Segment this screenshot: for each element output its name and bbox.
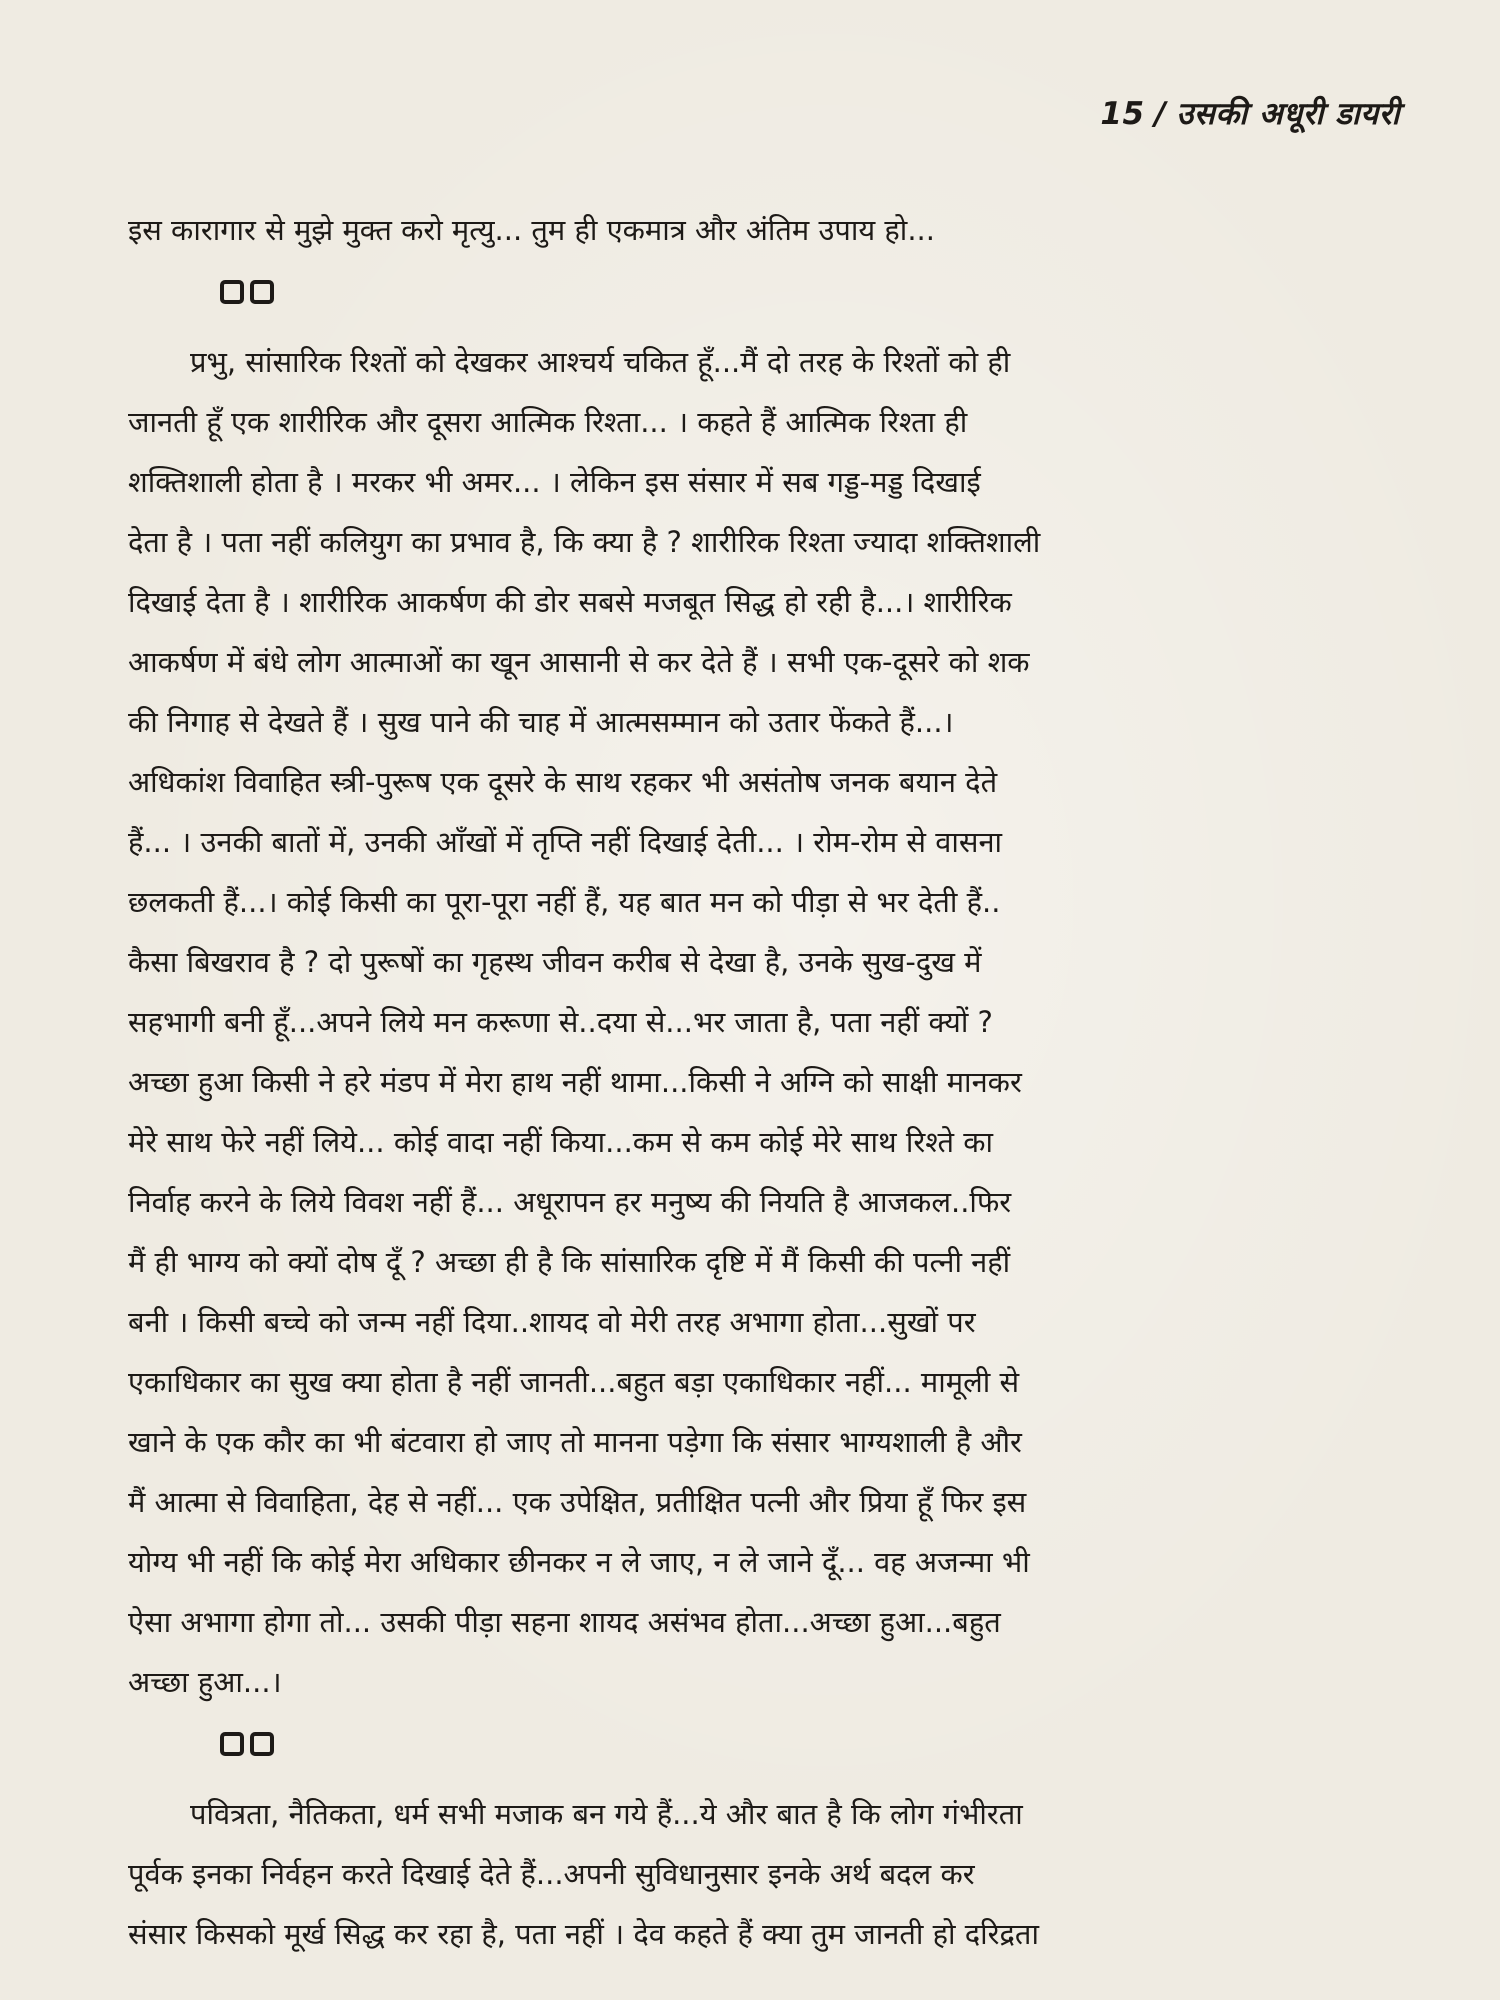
paragraph-line: बनी । किसी बच्चे को जन्म नहीं दिया..शायद वो मेरी तरह अभागा होता...सुखों पर — [128, 1305, 976, 1339]
page-number: 15 — [1100, 96, 1145, 132]
paragraph-line: अच्छा हुआ किसी ने हरे मंडप में मेरा हाथ नहीं थामा...किसी ने अग्नि को साक्षी मानकर — [128, 1065, 1022, 1099]
paragraph-line: पवित्रता, नैतिकता, धर्म सभी मजाक बन गये हैं...ये और बात है कि लोग गंभीरता — [190, 1797, 1023, 1831]
section-break-box-icon — [250, 1732, 274, 1756]
section-break-box-icon — [220, 1732, 244, 1756]
paragraph-line: हैं... । उनकी बातों में, उनकी आँखों में तृप्ति नहीं दिखाई देती... । रोम-रोम से वासना — [128, 825, 1003, 859]
paragraph-line: मेरे साथ फेरे नहीं लिये... कोई वादा नहीं किया...कम से कम कोई मेरे साथ रिश्ते का — [128, 1125, 994, 1159]
opening-line: इस कारागार से मुझे मुक्त करो मृत्यु... तुम ही एकमात्र और अंतिम उपाय हो... — [128, 213, 935, 247]
paragraph-line: छलकती हैं...। कोई किसी का पूरा-पूरा नहीं हैं, यह बात मन को पीड़ा से भर देती हैं.. — [128, 885, 1001, 919]
paragraph-line: दिखाई देता है । शारीरिक आकर्षण की डोर सबसे मजबूत सिद्ध हो रही है...। शारीरिक — [128, 585, 1012, 619]
paragraph-line: अच्छा हुआ...। — [128, 1665, 282, 1699]
paragraph-2 — [128, 1784, 1396, 1964]
section-break — [128, 1712, 1396, 1784]
paragraph-line: संसार किसको मूर्ख सिद्ध कर रहा है, पता नहीं । देव कहते हैं क्या तुम जानती हो दरिद्रता — [128, 1917, 1039, 1951]
paragraph-line: खाने के एक कौर का भी बंटवारा हो जाए तो मानना पड़ेगा कि संसार भाग्यशाली है और — [128, 1425, 1022, 1459]
paragraph-line: ऐसा अभागा होगा तो... उसकी पीड़ा सहना शायद असंभव होता...अच्छा हुआ...बहुत — [128, 1605, 1001, 1639]
paragraph-line: एकाधिकार का सुख क्या होता है नहीं जानती...बहुत बड़ा एकाधिकार नहीं... मामूली से — [128, 1365, 1020, 1399]
paragraph-line: शक्तिशाली होता है । मरकर भी अमर... । लेकिन इस संसार में सब गड्ड-मड्ड दिखाई — [128, 465, 981, 499]
paragraph-line: निर्वाह करने के लिये विवश नहीं हैं... अधूरापन हर मनुष्य की नियति है आजकल..फिर — [128, 1185, 1012, 1219]
paragraph-line: की निगाह से देखते हैं । सुख पाने की चाह में आत्मसम्मान को उतार फेंकते हैं...। — [128, 705, 954, 739]
section-break-box-icon — [250, 280, 274, 304]
paragraph-line: मैं ही भाग्य को क्यों दोष दूँ ? अच्छा ही है कि सांसारिक दृष्टि में मैं किसी की पत्नी नहीं — [128, 1245, 1011, 1279]
paragraph-line: पूर्वक इनका निर्वहन करते दिखाई देते हैं...अपनी सुविधानुसार इनके अर्थ बदल कर — [128, 1857, 975, 1891]
paragraph-line: सहभागी बनी हूँ...अपने लिये मन करूणा से..दया से...भर जाता है, पता नहीं क्यों ? — [128, 1005, 993, 1039]
paragraph-1 — [128, 332, 1396, 1712]
header-separator: / — [1154, 96, 1167, 132]
section-break-box-icon — [220, 280, 244, 304]
paragraph-line: मैं आत्मा से विवाहिता, देह से नहीं... एक उपेक्षित, प्रतीक्षित पत्नी और प्रिया हूँ फिर इस — [128, 1485, 1027, 1519]
paragraph-line: जानती हूँ एक शारीरिक और दूसरा आत्मिक रिश्ता... । कहते हैं आत्मिक रिश्ता ही — [128, 405, 968, 439]
book-title: उसकी अधूरी डायरी — [1176, 96, 1400, 132]
running-header — [1100, 92, 1400, 134]
section-break — [128, 260, 1396, 332]
page-body — [128, 200, 1396, 1964]
paragraph-line: अधिकांश विवाहित स्त्री-पुरूष एक दूसरे के साथ रहकर भी असंतोष जनक बयान देते — [128, 765, 998, 799]
paragraph-line: योग्य भी नहीं कि कोई मेरा अधिकार छीनकर न ले जाए, न ले जाने दूँ... वह अजन्मा भी — [128, 1545, 1030, 1579]
paragraph-line: प्रभु, सांसारिक रिश्तों को देखकर आश्चर्य चकित हूँ...मैं दो तरह के रिश्तों को ही — [190, 345, 1011, 379]
paragraph-line: देता है । पता नहीं कलियुग का प्रभाव है, कि क्या है ? शारीरिक रिश्ता ज्यादा शक्तिशाली — [128, 525, 1041, 559]
paragraph-line: आकर्षण में बंधे लोग आत्माओं का खून आसानी से कर देते हैं । सभी एक-दूसरे को शक — [128, 645, 1030, 679]
paragraph-line: कैसा बिखराव है ? दो पुरूषों का गृहस्थ जीवन करीब से देखा है, उनके सुख-दुख में — [128, 945, 982, 979]
